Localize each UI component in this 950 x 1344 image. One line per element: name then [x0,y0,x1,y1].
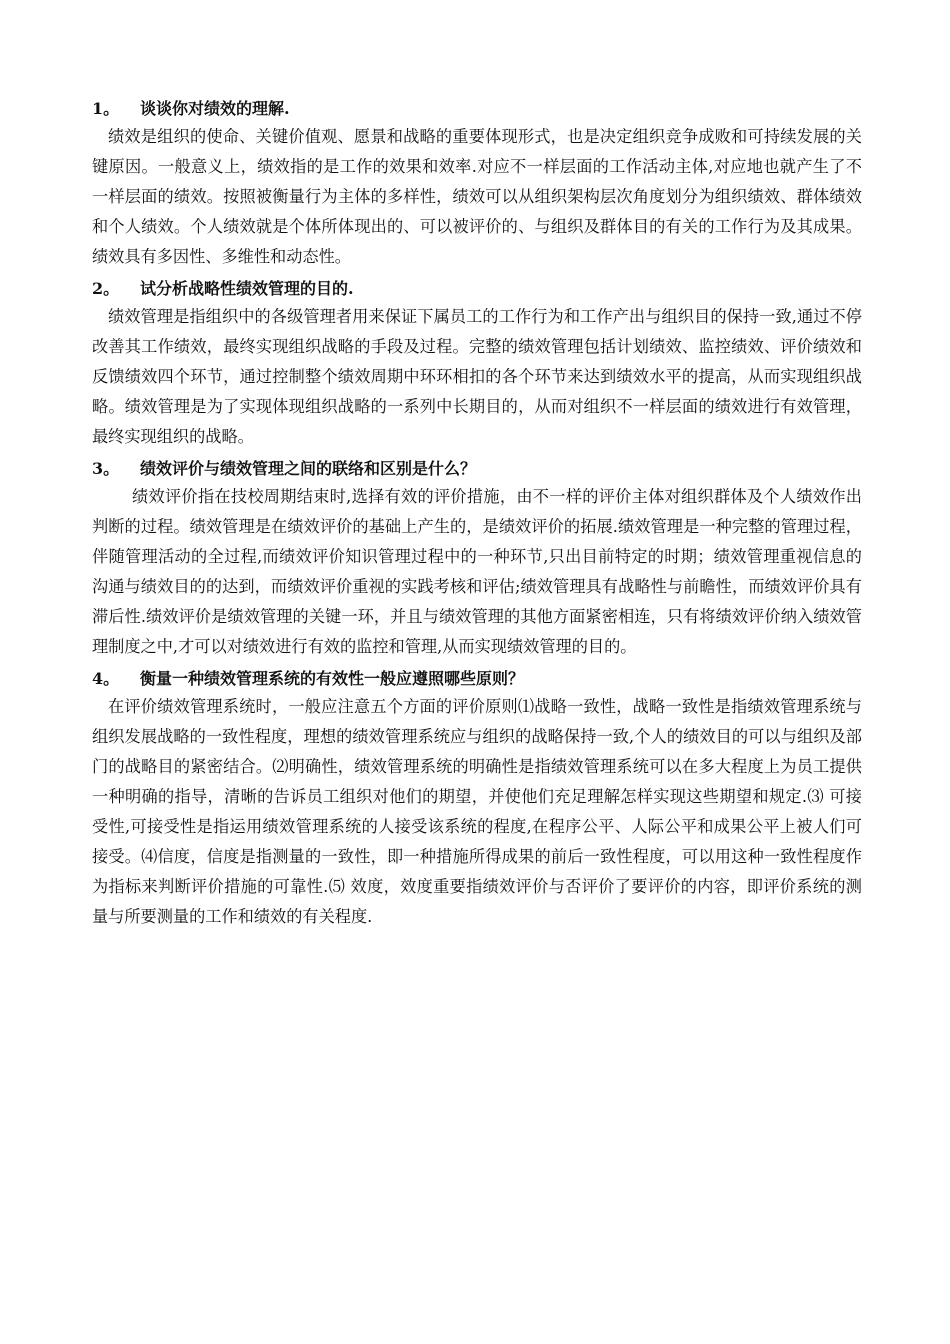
question-heading [92,278,862,300]
document-page [92,98,862,938]
answer-paragraph: 绩效评价指在技校周期结束时,选择有效的评价措施，由不一样的评价主体对组织群体及个人绩效作出判断的过程。绩效管理是在绩效评价的基础上产生的，是绩效评价的拓展.绩效管理是一种完整的管理过程，伴随管理活动的全过程,而绩效评价知识管理过程中的一种环节,只出目前特定的时期；绩效管理重视信息的沟通与绩效目的的达到，而绩效评价重视的实践考核和评估;绩效管理具有战略性与前瞻性，而绩效评价具有滞后性.绩效评价是绩效管理的关键一环，并且与绩效管理的其他方面紧密相连，只有将绩效评价纳入绩效管理制度之中,才可以对绩效进行有效的监控和管理,从而实现绩效管理的目的。 [92,487,862,656]
question-title: 绩效评价与绩效管理之间的联络和区别是什么？ [140,459,477,478]
section-3 [92,458,862,662]
question-heading [92,98,862,120]
question-number: 3。 [92,459,120,478]
question-title: 衡量一种绩效管理系统的有效性一般应遵照哪些原则？ [140,669,525,688]
answer-paragraph: 绩效管理是指组织中的各级管理者用来保证下属员工的工作行为和工作产出与组织目的保持一致,通过不停改善其工作绩效，最终实现组织战略的手段及过程。完整的绩效管理包括计划绩效、监控绩效、评价绩效和反馈绩效四个环节，通过控制整个绩效周期中环环相扣的各个环节来达到绩效水平的提高，从而实现组织战略。绩效管理是为了实现体现组织战略的一系列中长期目的，从而对组织不一样层面的绩效进行有效管理，最终实现组织的战略。 [92,307,862,446]
question-title: 谈谈你对绩效的理解. [140,99,290,118]
section-2 [92,278,862,452]
question-number: 1。 [92,99,120,118]
question-number: 2。 [92,279,120,298]
question-title: 试分析战略性绩效管理的目的. [140,279,354,298]
answer-paragraph: 绩效是组织的使命、关键价值观、愿景和战略的重要体现形式，也是决定组织竞争成败和可持续发展的关键原因。一般意义上，绩效指的是工作的效果和效率.对应不一样层面的工作活动主体,对应地也就产生了不一样层面的绩效。按照被衡量行为主体的多样性，绩效可以从组织架构层次角度划分为组织绩效、群体绩效和个人绩效。个人绩效就是个体所体现出的、可以被评价的、与组织及群体目的有关的工作行为及其成果。绩效具有多因性、多维性和动态性。 [92,127,862,266]
question-heading [92,668,862,690]
section-4 [92,668,862,932]
answer-paragraph: 在评价绩效管理系统时，一般应注意五个方面的评价原则⑴战略一致性，战略一致性是指绩效管理系统与组织发展战略的一致性程度，理想的绩效管理系统应与组织的战略保持一致,个人的绩效目的可以与组织及部门的战略目的紧密结合。⑵明确性，绩效管理系统的明确性是指绩效管理系统可以在多大程度上为员工提供一种明确的指导，清晰的告诉员工组织对他们的期望，并使他们充足理解怎样实现这些期望和规定.⑶ 可接受性,可接受性是指运用绩效管理系统的人接受该系统的程度,在程序公平、人际公平和成果公平上被人们可接受。⑷信度，信度是指测量的一致性，即一种措施所得成果的前后一致性程度，可以用这种一致性程度作为指标来判断评价措施的可靠性.⑸ 效度，效度重要指绩效评价与否评价了要评价的内容，即评价系统的测量与所要测量的工作和绩效的有关程度. [92,697,862,926]
question-heading [92,458,862,480]
question-number: 4。 [92,669,120,688]
section-1 [92,98,862,272]
